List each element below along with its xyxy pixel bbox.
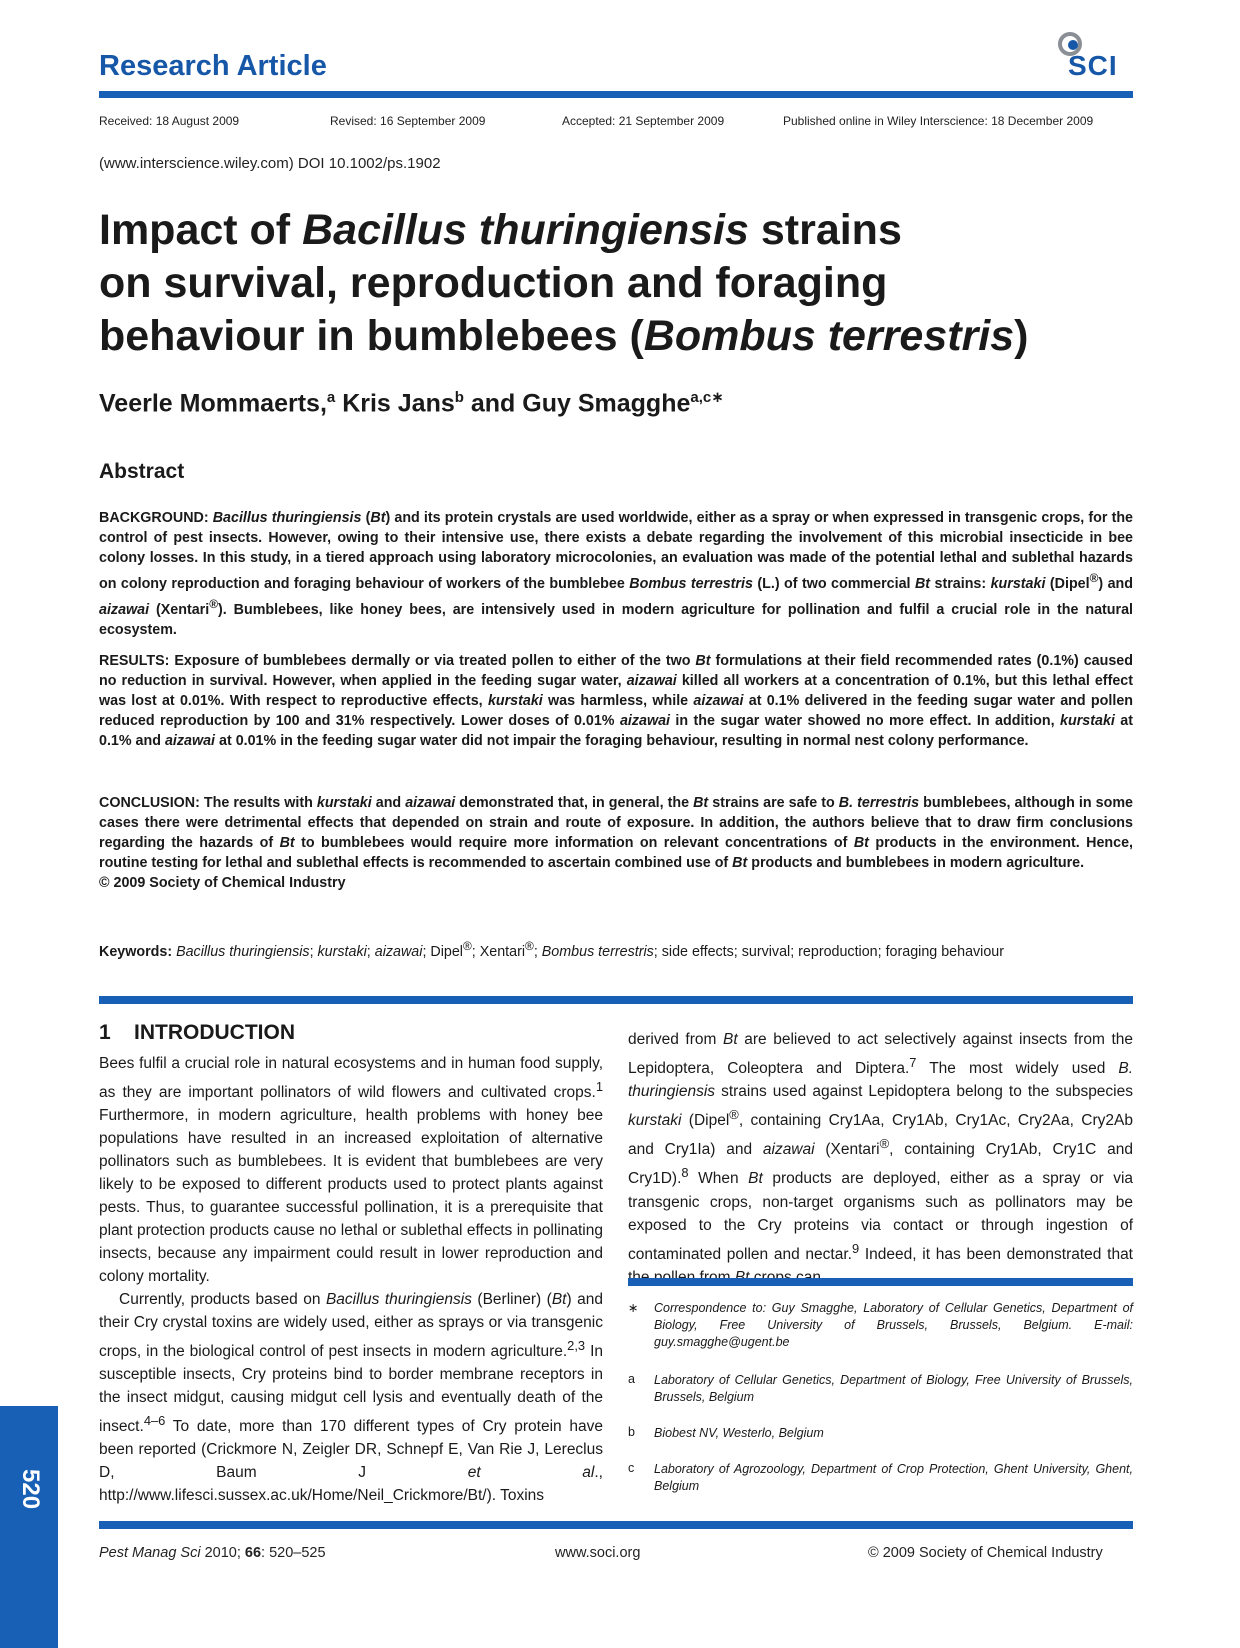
abstract-results: RESULTS: Exposure of bumblebees dermally or via treated pollen to either of the two Bt formulations at their field recommended rates (0.1%) caused no reduction in survival. However, when applied in the feeding sugar water, aizawai killed all workers at a concentration of 0.1%, but this lethal effect was lost at 0.01%. With respect to reproductive effects, kurstaki was harmless, while aizawai at 0.1% delivered in the feeding sugar water and pollen reduced reproduction by 100 and 31% respectively. Lower doses of 0.01% aizawai in the sugar water showed no more effect. In addition, kurstaki at 0.1% and aizawai at 0.01% in the feeding sugar water did not impair the foraging behaviour, resulting in normal nest colony performance. [99,653,1134,749]
footnote-c-mark: c [628,1461,635,1475]
section-label: Research Article [99,50,327,82]
intro-left-column [99,1052,603,1507]
abstract-heading: Abstract [99,460,185,483]
footer-citation: Pest Manag Sci 2010; 66: 520–525 [99,1545,326,1561]
footnote-correspondence: Correspondence to: Guy Smagghe, Laboratory of Cellular Genetics, Department of Biology, Free University of Brussels, Brussels, Belgium. E-mail: guy.smagghe@ugent.be [654,1301,1133,1349]
footnote-rule [628,1278,1133,1286]
abstract-copyright: © 2009 Society of Chemical Industry [99,875,346,891]
intro-paragraph-2: Currently, products based on Bacillus thuringiensis (Berliner) (Bt) and their Cry crystal toxins are widely used, either as sprays or via transgenic crops, in the biological control of pest insects in modern agriculture.$^{2,3}$ In susceptible insects, Cry proteins bind to border membrane receptors in the insect midgut, causing midgut cell lysis and eventually death of the insect.$^{4-6}$ To date, more than 170 different types of Cry protein have been reported (Crickmore N, Zeigler DR, Schnepf E, Van Rie J, Lereclus D, Baum J et al., http://www.lifesci.sussex.ac.uk/Home/Neil_Crickmore/Bt/). Toxins [99,1291,603,1505]
abstract-conclusion: CONCLUSION: The results with kurstaki and aizawai demonstrated that, in general, the Bt strains are safe to B. terrestris bumblebees, although in some cases there were detrimental effects that depended on strain and route of exposure. In addition, the authors believe that to draw firm conclusions regarding the hazards of Bt to bumblebees would require more information on relevant concentrations of Bt products in the environment. Hence, routine testing for lethal and sublethal effects is recommended to ascertain combined use of Bt products and bumblebees in modern agriculture. © 2009 Society of Chemical Industry [99,795,1134,891]
abstract-rule [99,996,1133,1004]
intro-heading: 1 INTRODUCTION [99,1021,296,1044]
footnote-a: Laboratory of Cellular Genetics, Department of Biology, Free University of Brussels, Brussels, Belgium [654,1373,1133,1404]
published-date: Published online in Wiley Interscience: 18 December 2009 [783,114,1094,128]
intro-right-column: derived from Bt are believed to act selectively against insects from the Lepidoptera, Coleoptera and Diptera.$^7$ The most widely used B. thuringiensis strains used against Lepidoptera belong to the subspecies kurstaki (Dipel®, containing Cry1Aa, Cry1Ab, Cry1Ac, Cry2Aa, Cry2Ab and Cry1Ia) and aizawai (Xentari®, containing Cry1Ab, Cry1C and Cry1D).$^8$ When Bt products are deployed, either as a spray or via transgenic crops, non-target organisms such as pollinators may be exposed to the Cry proteins via contact or through ingestion of contaminated pollen and nectar.$^9$ Indeed, it has been demonstrated that [628,1031,1134,1263]
footer-site: www.soci.org [555,1545,641,1561]
keywords: Keywords: Bacillus thuringiensis; kurstaki; aizawai; Dipel®; Xentari®; Bombus terrestris; side effects; survival; reproduction; foraging behaviour [99,939,1005,960]
revised-date: Revised: 16 September 2009 [330,114,486,128]
footnote-b-mark: b [628,1425,635,1439]
sci-logo [1050,30,1136,82]
abstract-background: BACKGROUND: Bacillus thuringiensis (Bt) and its protein crystals are used worldwide, either as a spray or when expressed in transgenic crops, for the control of pest insects. However, owing to their intensive use, there exists a debate regarding the involvement of this microbial insecticide in bee colony losses. In this study, in a tiered approach using laboratory microcolonies, an evaluation was made of the potential lethal and sublethal hazards on colony reproduction and foraging behaviour of workers of the bumblebee Bombus terrestris (L.) of two commercial Bt strains: kurstaki (Dipel®) and aizawai (Xentari®). Bumblebees, like honey bees, are intensively used in modern agriculture for pollination and fulfil a crucial role in the natural ecosystem. [99,510,1134,638]
page-number: 520 [17,1469,44,1510]
footer-copyright: © 2009 Society of Chemical Industry [868,1545,1103,1561]
footnote-b: Biobest NV, Westerlo, Belgium [654,1426,824,1440]
page-number-tab [0,1406,58,1648]
doi: (www.interscience.wiley.com) DOI 10.1002/ps.1902 [99,155,441,172]
footnote-c: Laboratory of Agrozoology, Department of Crop Protection, Ghent University, Ghent, Belgium [654,1462,1133,1493]
intro-paragraph-1: Bees fulfil a crucial role in natural ecosystems and in human food supply, as they are important pollinators of wild flowers and cultivated crops.$^1$ Furthermore, in modern agriculture, health problems with honey bee populations have resulted in an increased exploitation of alternative pollinators such as bumblebees. It is evident that bumblebees are very likely to be exposed to different products used to protect plants against pests. Thus, to guarantee successful pollination, it is a prerequisite that plant protection products cause no lethal or sublethal effects in pollinating insects, because any impairment could result in lower reproduction and colony mortality. [99,1055,603,1286]
received-date: Received: 18 August 2009 [99,114,240,128]
footer-rule [99,1521,1133,1529]
logo-dot-icon [1068,40,1078,50]
logo-text: SCI [1068,50,1118,81]
accepted-date: Accepted: 21 September 2009 [562,114,725,128]
author-list: Veerle Mommaerts,$^a$ Kris Jans$^b$ and Guy Smagghe$^{a,c∗}$ [99,389,724,418]
header-rule [99,91,1133,98]
article-title: Impact of Bacillus thuringiensis strains on survival, reproduction and foraging behaviour in bumblebees (Bombus terrestris) [99,206,1029,360]
footnote-a-mark: a [628,1372,635,1386]
footnote-star-mark: ∗ [628,1301,639,1315]
